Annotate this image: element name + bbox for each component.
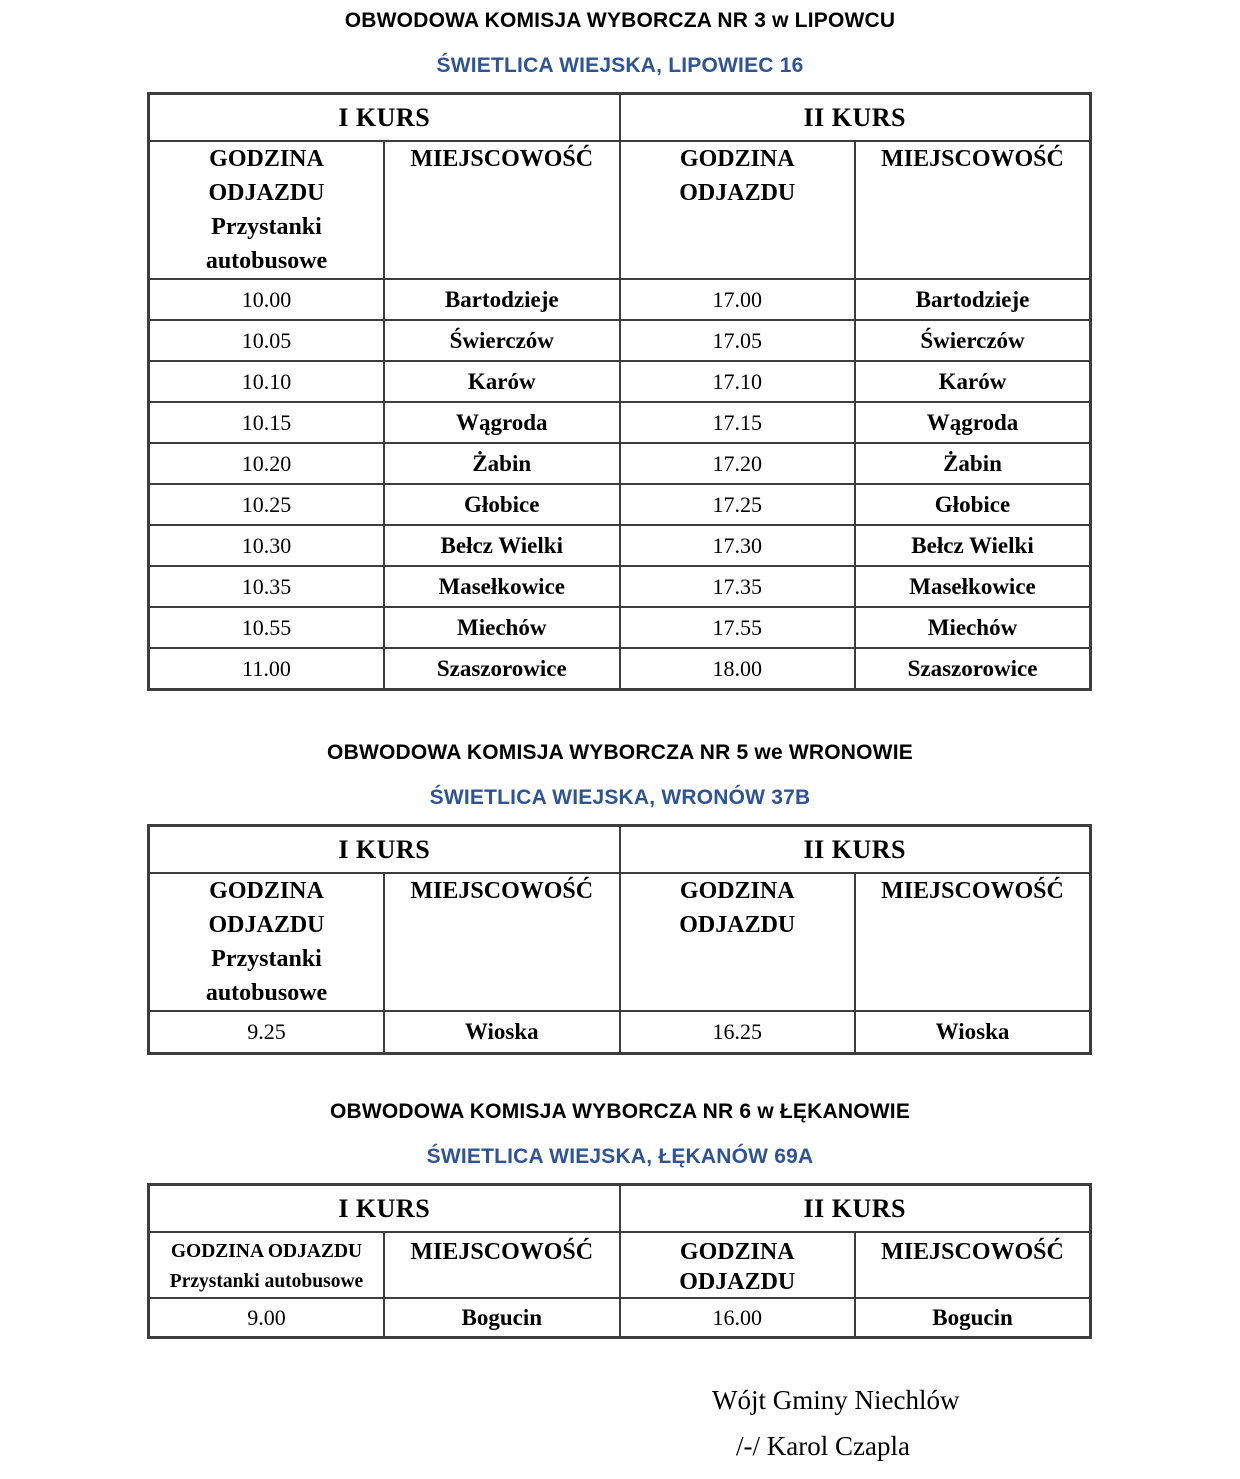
place-cell: Miechów [855, 607, 1091, 648]
departure-time-cell: 9.00 [149, 1298, 385, 1338]
departure-time-header-kurs1: GODZINA ODJAZDU Przystanki autobusowe [149, 873, 385, 1011]
table-row [149, 402, 1091, 443]
place-cell: Wioska [855, 1011, 1091, 1054]
signature-block [712, 1385, 1240, 1461]
departure-time-cell: 11.00 [149, 648, 385, 690]
departure-time-header-kurs2: GODZINA ODJAZDU [620, 873, 856, 1011]
place-cell: Żabin [384, 443, 620, 484]
departure-time-header-kurs1: GODZINA ODJAZDU Przystanki autobusowe [149, 141, 385, 279]
course-2-header: II KURS [620, 826, 1091, 874]
section-title: OBWODOWA KOMISJA WYBORCZA NR 6 w ŁĘKANOWIE [329, 1100, 911, 1123]
departure-time-cell: 10.35 [149, 566, 385, 607]
table-row [149, 361, 1091, 402]
departure-time-cell: 10.05 [149, 320, 385, 361]
departure-time-cell: 17.20 [620, 443, 856, 484]
table-row [149, 1298, 1091, 1338]
column-header-row [149, 1232, 1091, 1298]
bus-timetable-nr6 [147, 1183, 1092, 1339]
section-komisja-nr3 [0, 0, 1240, 691]
departure-time-header-kurs2: GODZINA ODJAZDU [620, 141, 856, 279]
place-cell: Szaszorowice [384, 648, 620, 690]
place-cell: Bogucin [855, 1298, 1091, 1338]
course-header-row [149, 94, 1091, 142]
place-cell: Bogucin [384, 1298, 620, 1338]
table-row [149, 279, 1091, 320]
signature-title: Wójt Gminy Niechlów [712, 1385, 960, 1415]
course-1-header: I KURS [149, 1185, 620, 1233]
departure-time-cell: 16.25 [620, 1011, 856, 1054]
place-cell: Wągroda [855, 402, 1091, 443]
departure-time-cell: 10.20 [149, 443, 385, 484]
place-header-kurs1: MIEJSCOWOŚĆ [384, 141, 620, 279]
place-cell: Bełcz Wielki [855, 525, 1091, 566]
course-header-row [149, 826, 1091, 874]
signature-name: /-/ Karol Czapla [736, 1431, 910, 1461]
departure-time-cell: 17.00 [620, 279, 856, 320]
departure-time-cell: 17.25 [620, 484, 856, 525]
place-header-kurs2: MIEJSCOWOŚĆ [855, 141, 1091, 279]
departure-time-cell: 17.05 [620, 320, 856, 361]
bus-timetable-nr5 [147, 824, 1092, 1055]
section-title: OBWODOWA KOMISJA WYBORCZA NR 5 we WRONOWIE [327, 741, 913, 764]
table-row [149, 607, 1091, 648]
section-subtitle: ŚWIETLICA WIEJSKA, WRONÓW 37B [429, 786, 811, 809]
place-cell: Bartodzieje [384, 279, 620, 320]
place-cell: Głobice [855, 484, 1091, 525]
place-cell: Karów [384, 361, 620, 402]
departure-time-cell: 17.35 [620, 566, 856, 607]
section-title: OBWODOWA KOMISJA WYBORCZA NR 3 w LIPOWCU [344, 9, 896, 32]
departure-time-cell: 18.00 [620, 648, 856, 690]
table-row [149, 525, 1091, 566]
place-cell: Masełkowice [384, 566, 620, 607]
departure-time-cell: 17.55 [620, 607, 856, 648]
departure-time-cell: 10.10 [149, 361, 385, 402]
departure-time-cell: 10.30 [149, 525, 385, 566]
place-cell: Szaszorowice [855, 648, 1091, 690]
table-row [149, 566, 1091, 607]
place-header-kurs1: MIEJSCOWOŚĆ [384, 873, 620, 1011]
departure-time-cell: 17.10 [620, 361, 856, 402]
departure-time-cell: 17.15 [620, 402, 856, 443]
section-subtitle: ŚWIETLICA WIEJSKA, LIPOWIEC 16 [436, 54, 804, 77]
column-header-row [149, 141, 1091, 279]
place-cell: Karów [855, 361, 1091, 402]
place-cell: Bartodzieje [855, 279, 1091, 320]
place-header-kurs1: MIEJSCOWOŚĆ [384, 1232, 620, 1298]
place-cell: Żabin [855, 443, 1091, 484]
section-subtitle: ŚWIETLICA WIEJSKA, ŁĘKANÓW 69A [426, 1145, 814, 1168]
table-row [149, 443, 1091, 484]
place-cell: Świerczów [855, 320, 1091, 361]
table-row [149, 484, 1091, 525]
course-2-header: II KURS [620, 1185, 1091, 1233]
departure-time-cell: 9.25 [149, 1011, 385, 1054]
table-row [149, 1011, 1091, 1054]
table-row [149, 320, 1091, 361]
bus-timetable-nr3 [147, 92, 1092, 691]
course-1-header: I KURS [149, 826, 620, 874]
place-cell: Masełkowice [855, 566, 1091, 607]
course-1-header: I KURS [149, 94, 620, 142]
table-row [149, 648, 1091, 690]
column-header-row [149, 873, 1091, 1011]
place-cell: Miechów [384, 607, 620, 648]
section-komisja-nr6 [0, 1055, 1240, 1339]
departure-time-cell: 17.30 [620, 525, 856, 566]
course-2-header: II KURS [620, 94, 1091, 142]
section-komisja-nr5 [0, 691, 1240, 1055]
place-cell: Bełcz Wielki [384, 525, 620, 566]
place-cell: Wioska [384, 1011, 620, 1054]
departure-time-cell: 10.00 [149, 279, 385, 320]
place-header-kurs2: MIEJSCOWOŚĆ [855, 1232, 1091, 1298]
departure-time-cell: 16.00 [620, 1298, 856, 1338]
departure-time-cell: 10.15 [149, 402, 385, 443]
departure-time-cell: 10.55 [149, 607, 385, 648]
place-cell: Głobice [384, 484, 620, 525]
departure-time-header-kurs1: GODZINA ODJAZDU Przystanki autobusowe [149, 1232, 385, 1298]
place-cell: Świerczów [384, 320, 620, 361]
departure-time-cell: 10.25 [149, 484, 385, 525]
place-cell: Wągroda [384, 402, 620, 443]
course-header-row [149, 1185, 1091, 1233]
place-header-kurs2: MIEJSCOWOŚĆ [855, 873, 1091, 1011]
departure-time-header-kurs2: GODZINA ODJAZDU [620, 1232, 856, 1298]
